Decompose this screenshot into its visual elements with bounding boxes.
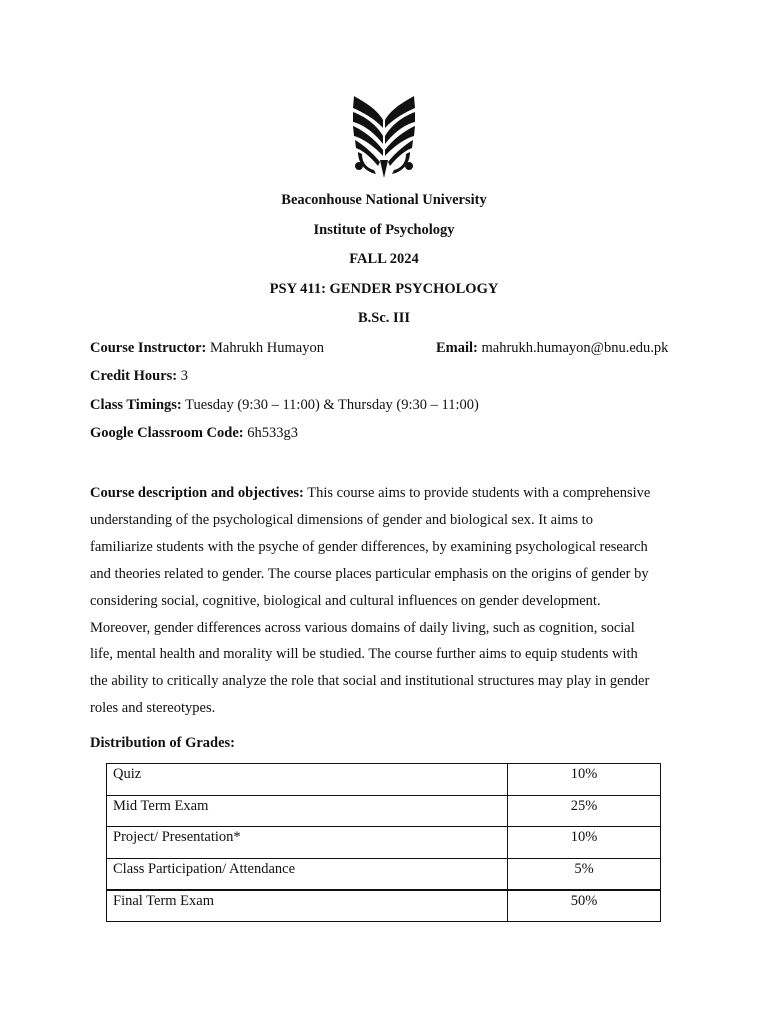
university-name: Beaconhouse National University: [281, 192, 487, 208]
credit-hours-label: Credit Hours:: [90, 368, 178, 384]
description-line: considering social, cognitive, biological and cultural influences on gender development.: [90, 592, 601, 609]
table-row: [107, 764, 661, 796]
grades-table: [106, 763, 661, 922]
term: FALL 2024: [349, 251, 419, 267]
table-row: [107, 858, 661, 890]
class-timings-line: [90, 395, 479, 415]
classroom-code-value: 6h533g3: [247, 425, 298, 441]
grade-item: Mid Term Exam: [107, 795, 508, 827]
table-row: [107, 827, 661, 859]
description-line: familiarize students with the psyche of gender differences, by examining psychological research: [90, 538, 648, 555]
grade-percent: 10%: [508, 764, 661, 796]
credit-hours-value: 3: [180, 368, 189, 384]
course-description: [90, 480, 686, 722]
classroom-code-line: [90, 423, 298, 443]
instructor-line: [90, 338, 324, 358]
description-label: Course description and objectives:: [90, 485, 304, 501]
description-line: understanding of the psychological dimensions of gender and biological sex. It aims to: [90, 511, 593, 528]
grade-item: Quiz: [107, 764, 508, 796]
grade-percent: 50%: [508, 890, 661, 922]
description-line: and theories related to gender. The course places particular emphasis on the origins of gender by: [90, 565, 649, 582]
description-line: life, mental health and morality will be studied. The course further aims to equip students with: [90, 646, 638, 663]
grade-item: Final Term Exam: [107, 890, 508, 922]
grades-heading: Distribution of Grades:: [90, 735, 235, 751]
program: B.Sc. III: [358, 310, 410, 326]
grade-item: Class Participation/ Attendance: [107, 858, 508, 890]
instructor-label: Course Instructor:: [90, 340, 207, 356]
credit-hours-line: [90, 366, 188, 386]
email-line: [436, 338, 668, 358]
institute-name: Institute of Psychology: [313, 222, 455, 238]
table-row: [107, 795, 661, 827]
bnu-logo-icon: [350, 94, 418, 178]
description-line: Course description and objectives: This course aims to provide students with a comprehensive: [90, 485, 651, 501]
table-row: [107, 890, 661, 922]
email-label: Email:: [436, 340, 478, 356]
grade-percent: 25%: [508, 795, 661, 827]
email-value: mahrukh.humayon@bnu.edu.pk: [481, 340, 669, 356]
description-line: the ability to critically analyze the role that social and institutional structures may play in gender: [90, 673, 650, 690]
instructor-value: Mahrukh Humayon: [210, 340, 324, 356]
course-title: PSY 411: GENDER PSYCHOLOGY: [269, 281, 499, 297]
class-timings-value: Tuesday (9:30 – 11:00) & Thursday (9:30 – 11:00): [185, 397, 479, 413]
description-line: Moreover, gender differences across various domains of daily living, such as cognition, social: [90, 619, 635, 636]
grade-percent: 10%: [508, 827, 661, 859]
grade-item: Project/ Presentation*: [107, 827, 508, 859]
class-timings-label: Class Timings:: [90, 397, 182, 413]
grade-percent: 5%: [508, 858, 661, 890]
description-line: roles and stereotypes.: [90, 700, 216, 717]
classroom-code-label: Google Classroom Code:: [90, 425, 244, 441]
